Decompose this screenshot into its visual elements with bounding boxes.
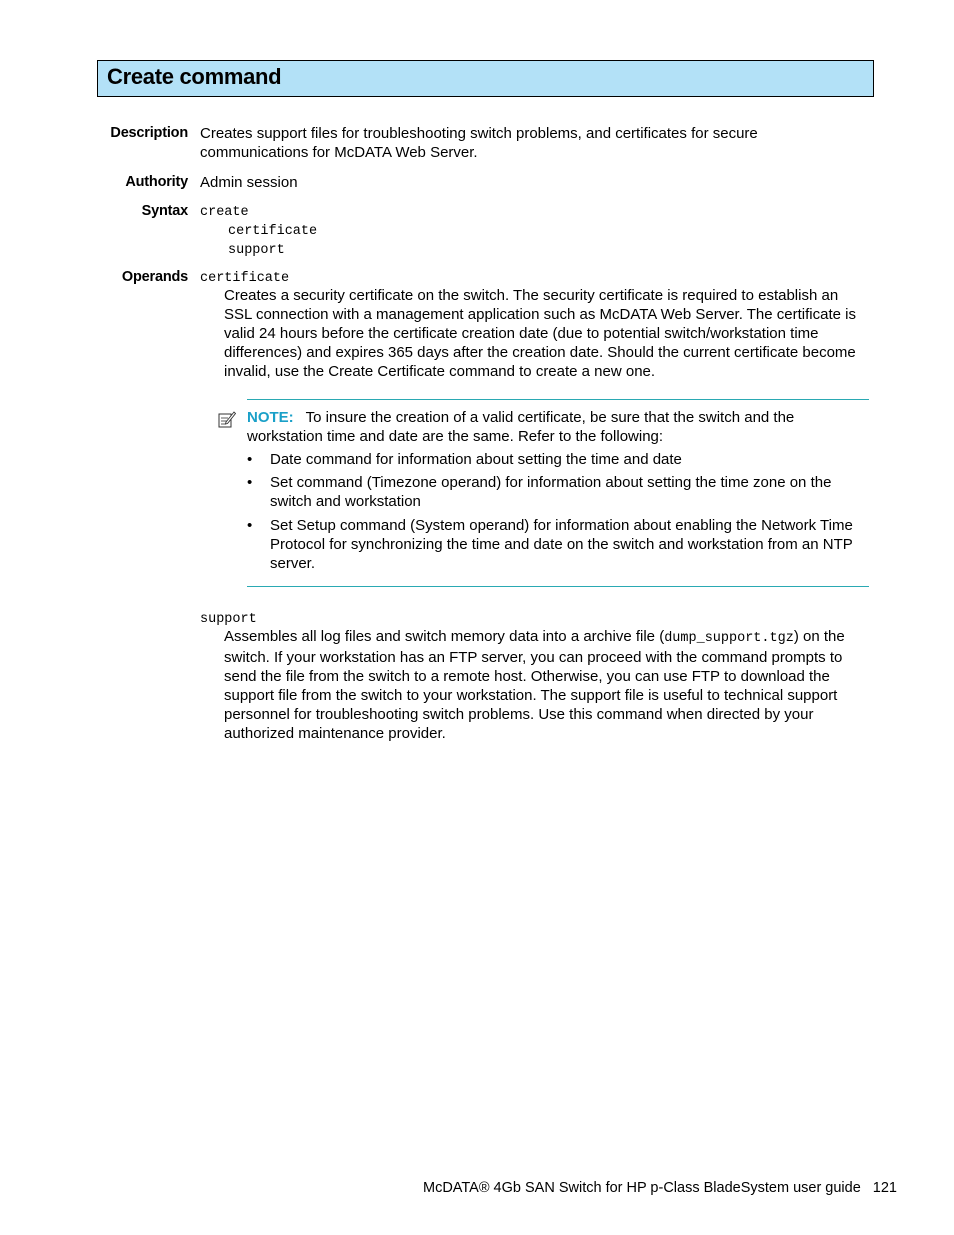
note-paragraph <box>247 408 847 446</box>
page-footer <box>423 1180 897 1196</box>
operand-support-name: support <box>200 612 257 627</box>
syntax-arg-support: support <box>228 243 285 258</box>
authority-text: Admin session <box>200 174 298 191</box>
note-pencil-icon <box>218 410 236 428</box>
description-label: Description <box>110 125 188 141</box>
footer-text: McDATA® 4Gb SAN Switch for HP p-Class BladeSystem user guide <box>423 1180 861 1196</box>
note-bullet-text: Date command for information about setting the time and date <box>270 451 682 468</box>
syntax-label: Syntax <box>141 203 188 219</box>
note-top-rule <box>247 399 869 400</box>
description-text: Creates support files for troubleshooting switch problems, and certificates for secure communications for McDATA Web Server. <box>200 125 758 161</box>
operand-certificate-name: certificate <box>200 271 290 286</box>
operand-certificate-text: Creates a security certificate on the switch. The security certificate is required to establish an SSL connection with a management application such as McDATA Web Server. The certificate is valid 24 hours before the certificate creation date (due to potential switch/workstation time differences) and expires 365 days after the creation date. Should the current certificate become invalid, use the Create Certificate command to create a new one. <box>224 287 856 380</box>
page-title: Create command <box>107 64 282 89</box>
note-bullet: • Set command (Timezone operand) for information about setting the time zone on the switch and workstation <box>247 473 847 511</box>
note-bullet-text: Set Setup command (System operand) for information about enabling the Network Time Protocol for synchronizing the time and date on the switch and workstation from an NTP server. <box>270 517 853 572</box>
syntax-command: create <box>200 205 249 220</box>
operands-label: Operands <box>121 269 188 285</box>
note-label: NOTE: <box>247 409 294 426</box>
note-text: To insure the creation of a valid certificate, be sure that the switch and the workstation time and date are the same. Refer to the following: <box>247 409 795 445</box>
title-bar <box>97 60 874 97</box>
support-text-before: Assembles all log files and switch memory data into a archive file ( <box>224 628 665 645</box>
syntax-arg-certificate: certificate <box>228 224 318 239</box>
authority-label: Authority <box>125 174 188 190</box>
note-bullet: • Date command for information about setting the time and date <box>247 450 847 469</box>
note-bottom-rule <box>247 586 869 587</box>
operand-support-text <box>224 627 869 743</box>
page-number: 121 <box>872 1180 897 1196</box>
note-bullet-text: Set command (Timezone operand) for information about setting the time zone on the switch and workstation <box>270 474 832 510</box>
support-text-after: ) on the switch. If your workstation has an FTP server, you can proceed with the command prompts to send the file from the switch to a remote host. Otherwise, you can use FTP to download the support file from the switch to your workstation. The support file is useful to technical support personnel for troubleshooting switch problems. Use this command when directed by your authorized maintenance provider. <box>224 628 845 742</box>
note-bullet: • Set Setup command (System operand) for information about enabling the Network Time Protocol for synchronizing the time and date on the switch and workstation from an NTP server. <box>247 516 847 573</box>
support-archive-filename: dump_support.tgz <box>664 631 794 646</box>
